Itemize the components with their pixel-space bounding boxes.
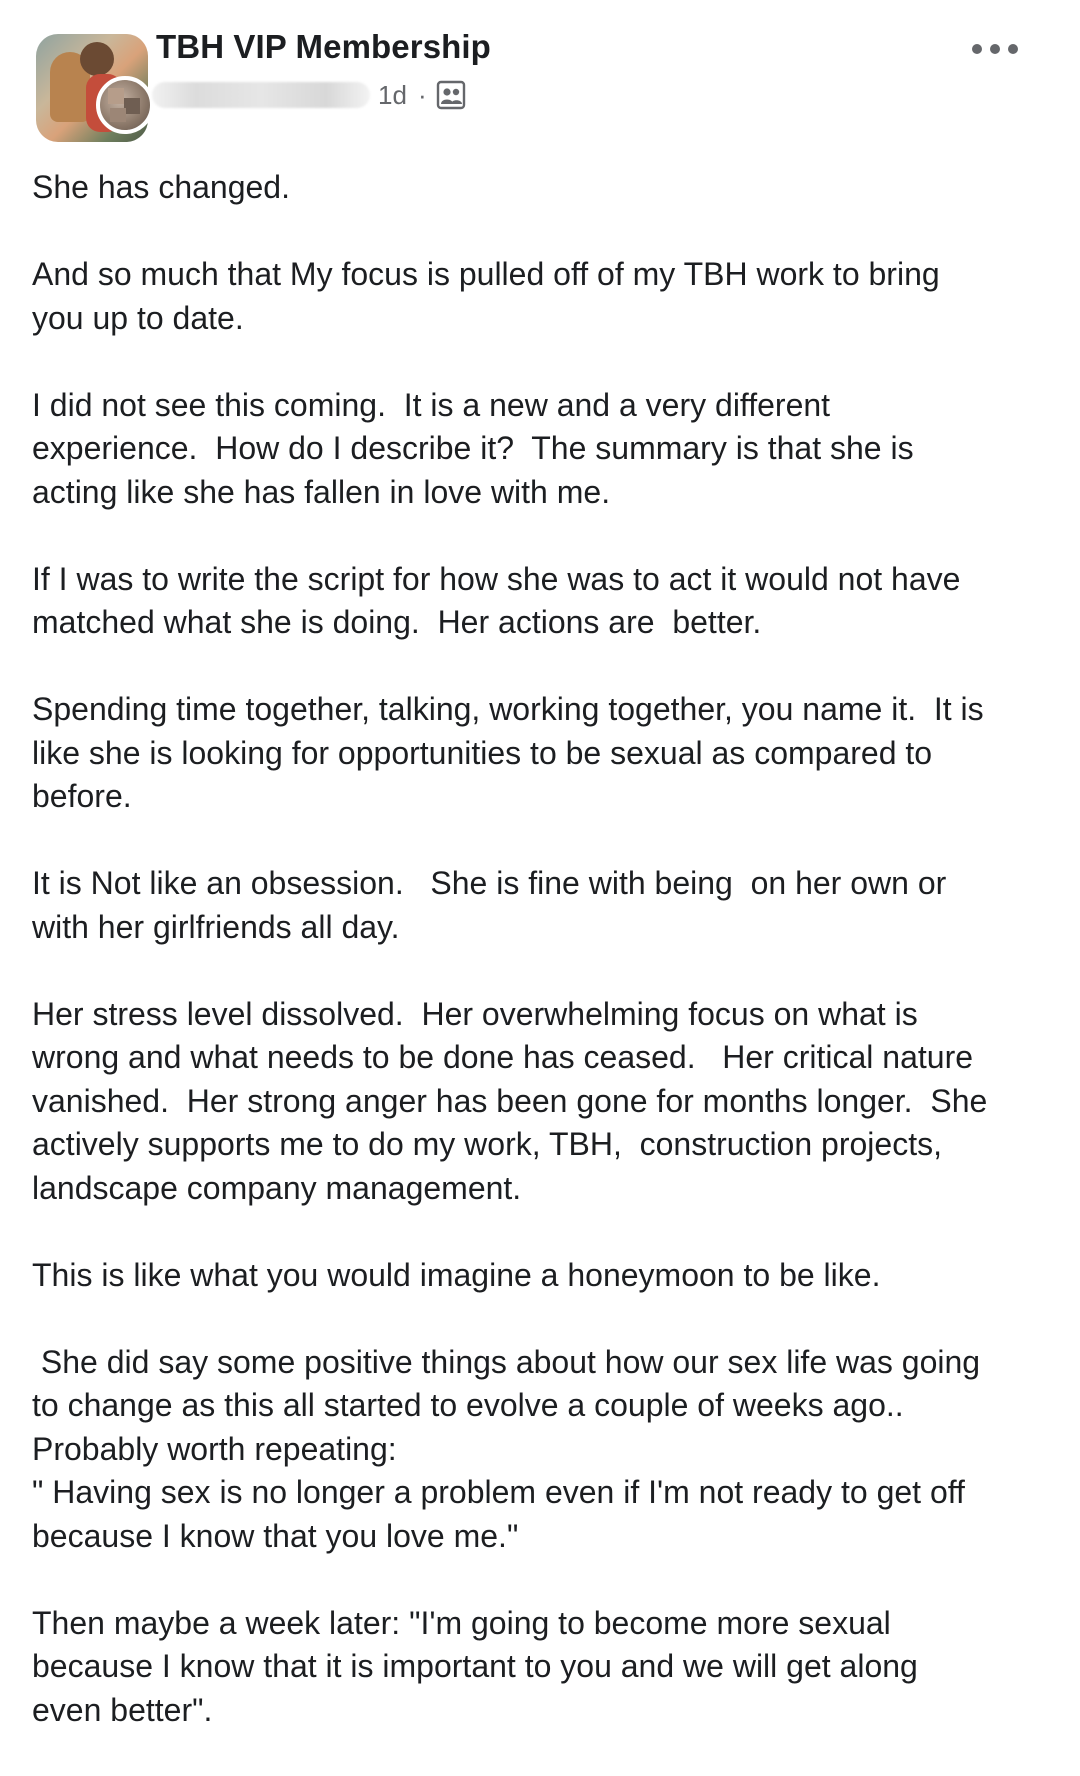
post-paragraph [32,166,1042,210]
post-text-line: Then maybe a week later: "I'm going to become more sexual [32,1604,891,1641]
post-text-line: because I know that you love me." [32,1517,519,1554]
author-avatar[interactable] [96,76,154,134]
post-header [0,0,1080,150]
post-text-line: Her stress level dissolved. Her overwhelming focus on what is [32,995,918,1032]
group-members-icon [436,80,466,110]
post-text-line: landscape company management. [32,1169,522,1206]
group-name-link[interactable]: TBH VIP Membership [156,28,491,65]
group-avatar-figure [80,42,114,76]
post-text-line: She did say some positive things about how our sex life was going [32,1343,981,1380]
post-paragraph [32,1254,1042,1298]
post-text-line: actively supports me to do my work, TBH, construction projects, [32,1126,942,1162]
post-text-line: It is Not like an obsession. She is fine with being on her own or [32,865,947,901]
author-name-redacted [152,82,370,108]
post-text-line: to change as this all started to evolve a couple of weeks ago.. [32,1387,904,1423]
post-text-line: wrong and what needs to be done has ceased. Her critical nature [32,1039,974,1075]
post-paragraph [32,1602,1042,1733]
post-text-line: And so much that My focus is pulled off of my TBH work to bring [32,256,940,292]
more-options-icon [990,44,1000,54]
post-paragraph [32,862,1042,949]
more-options-icon [972,44,982,54]
post-text-line: matched what she is doing. Her actions are better. [32,604,762,640]
author-avatar-pixel [110,108,126,122]
post-text-line: " Having sex is no longer a problem even if I'm not ready to get off [32,1474,965,1510]
more-options-button[interactable] [972,36,1024,62]
post-paragraph [32,558,1042,645]
meta-separator: · [418,80,427,110]
post-text-line: vanished. Her strong anger has been gone for months longer. She [32,1082,988,1119]
post-paragraph [32,384,1042,515]
more-options-icon [1008,44,1018,54]
post-text-line: Probably worth repeating: [32,1430,397,1467]
post-text-line: with her girlfriends all day. [32,908,400,945]
post-text-line: If I was to write the script for how she was to act it would not have [32,560,961,597]
post-text-line: This is like what you would imagine a honeymoon to be like. [32,1256,881,1293]
post-paragraph [32,688,1042,819]
post-text-line: you up to date. [32,299,244,336]
post-paragraph [32,993,1042,1211]
author-avatar-pixel [124,98,140,114]
post-timestamp[interactable]: 1d [378,80,407,110]
post-paragraph [32,253,1042,340]
post-paragraph [32,1341,1042,1559]
post-text-line: acting like she has fallen in love with me. [32,473,611,510]
author-avatar-pixel [108,88,124,104]
post-text-line: experience. How do I describe it? The summary is that she is [32,430,914,466]
post-body-text [32,166,1042,1732]
post-text-line: I did not see this coming. It is a new and a very different [32,386,831,423]
post-text-line: like she is looking for opportunities to be sexual as compared to [32,734,933,771]
post-text-line: because I know that it is important to you and we will get along [32,1648,918,1684]
post-text-line: She has changed. [32,169,290,205]
post-text-line: before. [32,778,132,814]
post-text-line: Spending time together, talking, working together, you name it. It is [32,691,984,727]
post-text-line: even better". [32,1691,213,1728]
